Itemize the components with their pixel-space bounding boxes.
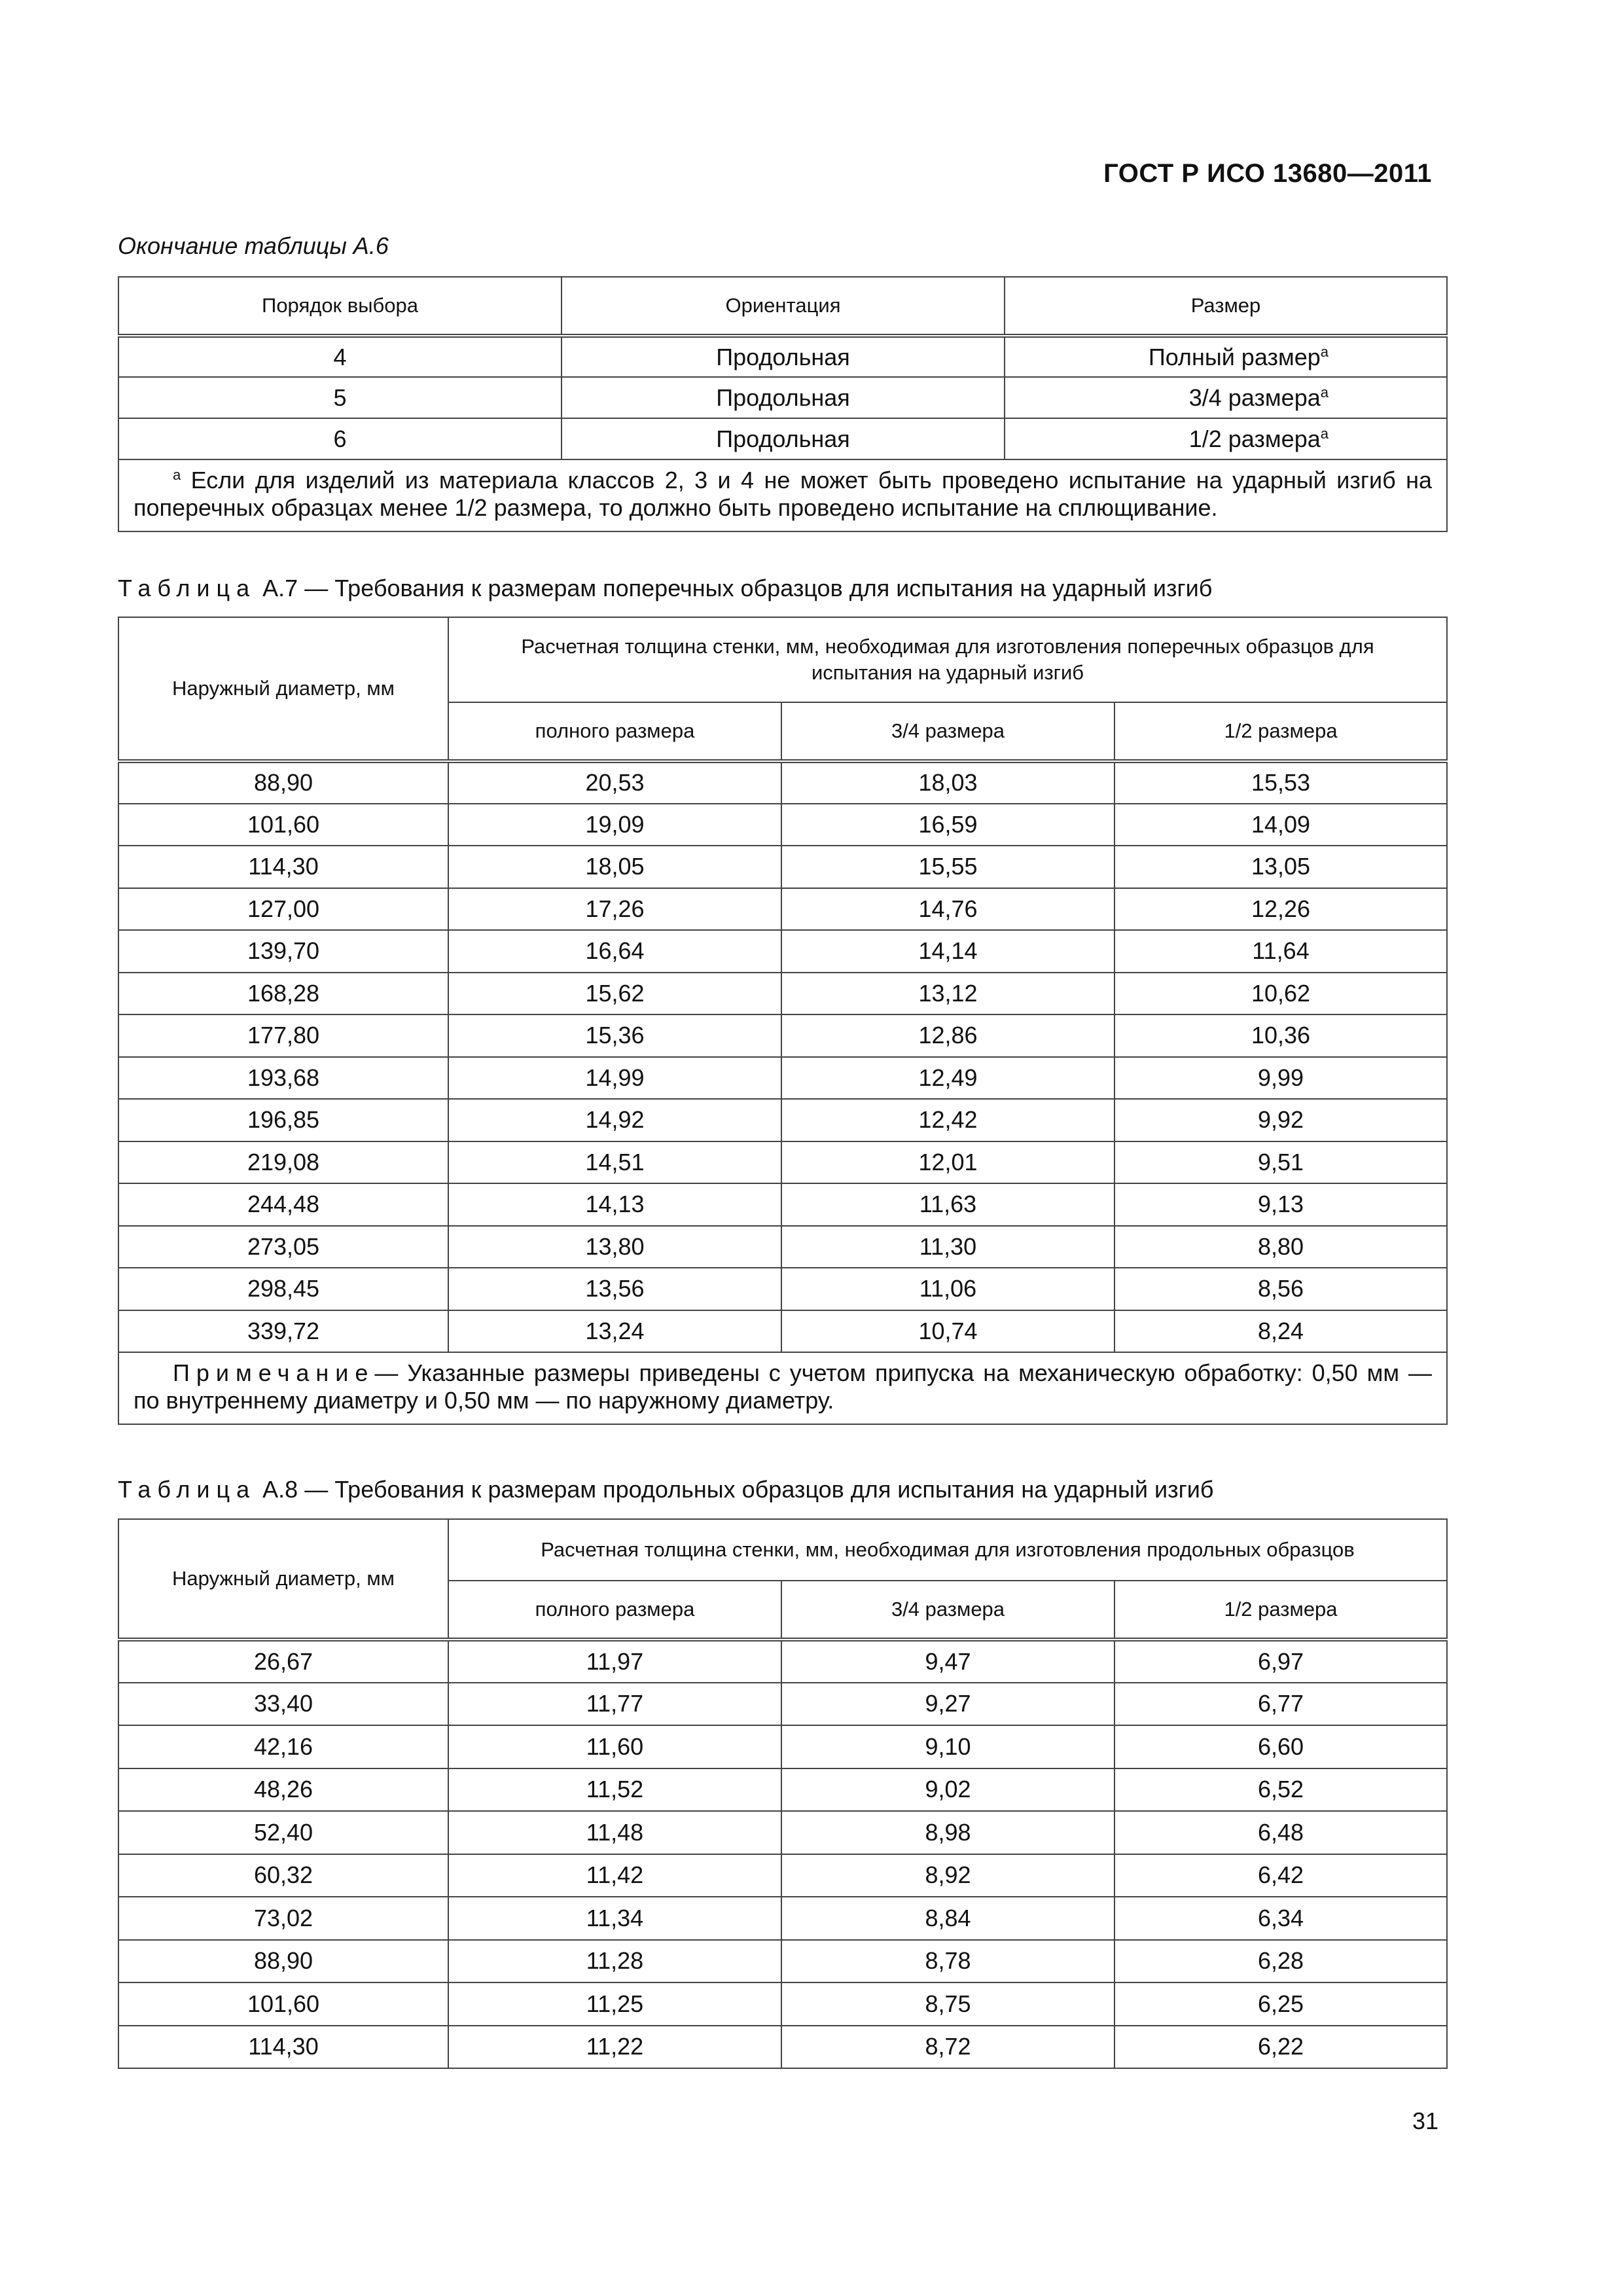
- cell-value: 114,30: [248, 2033, 319, 2060]
- document-code: ГОСТ Р ИСО 13680—2011: [1103, 159, 1432, 188]
- table-cell: [118, 761, 448, 804]
- cell-value: 33,40: [253, 1690, 313, 1717]
- cell-value: 16,64: [585, 937, 645, 965]
- cell-value: 88,90: [253, 769, 313, 797]
- cell-value: Продольная: [716, 384, 850, 411]
- column-header-outer-diameter: Наружный диаметр, мм: [118, 617, 448, 761]
- table-cell: [781, 1183, 1115, 1226]
- cell-value: 16,59: [918, 810, 978, 838]
- table-cell: [448, 1768, 781, 1812]
- table-cell: [1115, 804, 1447, 846]
- table-cell: [118, 1640, 448, 1683]
- table-cell: [1115, 1683, 1447, 1726]
- cell-value: 219,08: [247, 1148, 320, 1175]
- table-a6-end: [118, 276, 1448, 532]
- footnote-text: Если для изделий из материала классов 2, 3 и 4 не может быть проведено испытание на ударный изгиб на поперечных образцах менее 1/2 размера, то должно быть проведено испытание на сплющивание.: [134, 467, 1432, 521]
- table-cell: [781, 1940, 1115, 1983]
- cell-value: 101,60: [247, 810, 320, 838]
- table-cell: [781, 1268, 1115, 1310]
- cell-value: 12,42: [918, 1106, 978, 1134]
- table-a6-footnote-row: [118, 459, 1447, 531]
- column-header-size: Размер: [1005, 277, 1447, 336]
- table-cell: [781, 846, 1115, 888]
- cell-value: 15,53: [1251, 769, 1311, 797]
- table-cell: [781, 1014, 1115, 1057]
- cell-value: 14,09: [1251, 810, 1311, 838]
- table-cell: [1115, 2026, 1447, 2069]
- table-cell: [781, 2026, 1115, 2069]
- table-a8-title: [118, 1476, 1213, 1503]
- cell-value: 8,84: [925, 1904, 971, 1931]
- table-row: [118, 973, 1447, 1015]
- table-a7-note-row: [118, 1352, 1447, 1424]
- table-cell: [781, 930, 1115, 973]
- table-a6-body: [118, 336, 1447, 459]
- table-cell: [1115, 1854, 1447, 1897]
- cell-value: 273,05: [247, 1232, 320, 1260]
- table-cell: [781, 1982, 1115, 2026]
- cell-value: 9,99: [1257, 1064, 1304, 1091]
- footnote-mark: a: [1320, 425, 1329, 442]
- cell-value: 17,26: [585, 895, 645, 922]
- cell-value: 42,16: [253, 1732, 313, 1760]
- table-cell: [118, 1057, 448, 1100]
- cell-value: 1/2 размера: [1188, 425, 1321, 452]
- cell-value: 9,13: [1257, 1191, 1304, 1218]
- cell-value: 114,30: [248, 853, 319, 880]
- cell-value: 11,25: [586, 1990, 644, 2017]
- table-cell: [118, 1768, 448, 1812]
- column-group-wall-thickness: Расчетная толщина стенки, мм, необходимая для изготовления продольных образцов: [448, 1519, 1447, 1581]
- note-label: Примечание: [173, 1359, 375, 1386]
- column-header-outer-diameter: Наружный диаметр, мм: [118, 1519, 448, 1640]
- table-a7-note: [118, 1352, 1447, 1424]
- table-row: [118, 1310, 1447, 1353]
- table-cell: [781, 1099, 1115, 1141]
- cell-value: 60,32: [253, 1861, 313, 1889]
- table-cell: [118, 1683, 448, 1726]
- table-cell: [118, 1940, 448, 1983]
- cell-value: 13,12: [918, 979, 978, 1007]
- cell-value: 19,09: [585, 810, 645, 838]
- table-cell: [118, 1141, 448, 1184]
- cell-value: 13,80: [585, 1232, 645, 1260]
- cell-value: 10,74: [918, 1317, 978, 1344]
- cell-value: 6,34: [1257, 1904, 1304, 1931]
- cell-value: 6,52: [1257, 1776, 1304, 1803]
- table-cell: [118, 418, 562, 459]
- table-row: [118, 377, 1447, 418]
- cell-value: 8,92: [925, 1861, 971, 1889]
- table-row: [118, 1768, 1447, 1812]
- table-cell: [118, 973, 448, 1015]
- cell-value: 9,47: [925, 1647, 971, 1675]
- cell-value: 8,72: [925, 2033, 971, 2060]
- table-a6-continuation-caption: Окончание таблицы А.6: [118, 232, 389, 259]
- table-row: [118, 1057, 1447, 1100]
- cell-value: 8,75: [925, 1990, 971, 2017]
- cell-value: 10,62: [1251, 979, 1311, 1007]
- table-cell: [1005, 336, 1447, 377]
- table-cell: [448, 1183, 781, 1226]
- cell-value: 8,78: [925, 1947, 971, 1975]
- table-cell: [781, 1640, 1115, 1683]
- table-cell: [448, 1940, 781, 1983]
- table-cell: [781, 1897, 1115, 1940]
- table-cell: [1115, 1141, 1447, 1184]
- cell-value: 244,48: [247, 1191, 320, 1218]
- table-cell: [1115, 1268, 1447, 1310]
- table-cell: [448, 1897, 781, 1940]
- table-cell: [1115, 761, 1447, 804]
- cell-value: 15,36: [585, 1022, 645, 1049]
- table-cell: [781, 1141, 1115, 1184]
- table-a7-title-text: А.7 — Требования к размерам поперечных образцов для испытания на ударный изгиб: [262, 575, 1213, 601]
- cell-value: 11,77: [586, 1690, 644, 1717]
- cell-value: 5: [333, 384, 347, 411]
- cell-value: 88,90: [253, 1947, 313, 1975]
- table-a7-header-row-1: [118, 617, 1447, 702]
- table-cell: [448, 1057, 781, 1100]
- table-cell: [781, 1683, 1115, 1726]
- table-row: [118, 1141, 1447, 1184]
- table-row: [118, 1683, 1447, 1726]
- table-cell: [118, 1310, 448, 1353]
- cell-value: 11,42: [586, 1861, 644, 1889]
- cell-value: 14,14: [918, 937, 978, 965]
- table-cell: [118, 1268, 448, 1310]
- table-cell: [562, 418, 1005, 459]
- table-row: [118, 1940, 1447, 1983]
- cell-value: 14,99: [585, 1064, 645, 1091]
- table-cell: [448, 1141, 781, 1184]
- table-row: [118, 1014, 1447, 1057]
- table-cell: [448, 1982, 781, 2026]
- table-cell: [1115, 1940, 1447, 1983]
- cell-value: 11,30: [919, 1232, 977, 1260]
- table-cell: [1115, 888, 1447, 931]
- table-cell: [781, 1768, 1115, 1812]
- cell-value: 6,22: [1257, 2033, 1304, 2060]
- cell-value: 6,25: [1257, 1990, 1304, 2017]
- table-cell: [118, 1854, 448, 1897]
- table-row: [118, 1982, 1447, 2026]
- table-cell: [448, 1725, 781, 1768]
- table-cell: [118, 1099, 448, 1141]
- table-cell: [118, 1897, 448, 1940]
- table-row: [118, 1811, 1447, 1854]
- cell-value: Продольная: [716, 425, 850, 452]
- cell-value: 6,77: [1257, 1690, 1304, 1717]
- table-cell: [118, 846, 448, 888]
- cell-value: 48,26: [253, 1776, 313, 1803]
- table-cell: [1115, 1310, 1447, 1353]
- table-cell: [781, 1725, 1115, 1768]
- table-cell: [118, 804, 448, 846]
- column-header-half-size: 1/2 размера: [1115, 702, 1447, 761]
- table-cell: [1115, 973, 1447, 1015]
- table-row: [118, 1897, 1447, 1940]
- table-cell: [781, 1310, 1115, 1353]
- cell-value: 101,60: [247, 1990, 320, 2017]
- table-cell: [448, 2026, 781, 2069]
- table-row: [118, 1268, 1447, 1310]
- cell-value: 11,64: [1252, 937, 1310, 965]
- table-cell: [1115, 1099, 1447, 1141]
- table-cell: [781, 1226, 1115, 1268]
- cell-value: 15,62: [585, 979, 645, 1007]
- table-a8-label: Таблица: [118, 1476, 257, 1503]
- page-number: 31: [1412, 2108, 1438, 2134]
- cell-value: 168,28: [247, 979, 320, 1007]
- column-header-full-size: полного размера: [448, 702, 781, 761]
- table-row: [118, 418, 1447, 459]
- cell-value: 11,97: [586, 1647, 644, 1675]
- table-cell: [448, 1014, 781, 1057]
- table-cell: [1115, 930, 1447, 973]
- cell-value: 8,56: [1257, 1275, 1304, 1302]
- table-cell: [1115, 1725, 1447, 1768]
- column-header-order: Порядок выбора: [118, 277, 562, 336]
- cell-value: 20,53: [585, 769, 645, 797]
- table-row: [118, 1725, 1447, 1768]
- table-row: [118, 804, 1447, 846]
- cell-value: 18,05: [585, 853, 645, 880]
- cell-value: 9,51: [1257, 1148, 1304, 1175]
- cell-value: 9,27: [925, 1690, 971, 1717]
- table-cell: [118, 1982, 448, 2026]
- table-cell: [1115, 1183, 1447, 1226]
- cell-value: 12,86: [918, 1022, 978, 1049]
- table-row: [118, 846, 1447, 888]
- table-row: [118, 1226, 1447, 1268]
- table-a8-title-text: А.8 — Требования к размерам продольных образцов для испытания на ударный изгиб: [262, 1476, 1214, 1503]
- cell-value: 127,00: [247, 895, 320, 922]
- cell-value: 3/4 размера: [1188, 384, 1321, 411]
- column-header-three-quarter-size: 3/4 размера: [781, 1581, 1115, 1640]
- table-cell: [448, 1310, 781, 1353]
- table-cell: [118, 1725, 448, 1768]
- table-cell: [118, 888, 448, 931]
- cell-value: 9,92: [1257, 1106, 1304, 1134]
- table-cell: [118, 2026, 448, 2069]
- cell-value: 15,55: [918, 853, 978, 880]
- cell-value: 4: [333, 343, 347, 370]
- cell-value: 13,24: [585, 1317, 645, 1344]
- table-cell: [781, 1811, 1115, 1854]
- table-row: [118, 1640, 1447, 1683]
- table-cell: [448, 846, 781, 888]
- table-cell: [1005, 377, 1447, 418]
- cell-value: 11,28: [586, 1947, 644, 1975]
- cell-value: 6,42: [1257, 1861, 1304, 1889]
- table-cell: [781, 1057, 1115, 1100]
- table-cell: [1005, 418, 1447, 459]
- table-cell: [118, 1226, 448, 1268]
- column-group-wall-thickness: Расчетная толщина стенки, мм, необходимая для изготовления поперечных образцов для испытания на ударный изгиб: [448, 617, 1447, 702]
- table-cell: [448, 804, 781, 846]
- table-cell: [1115, 1226, 1447, 1268]
- table-a6-header-row: [118, 277, 1447, 336]
- cell-value: Полный размер: [1148, 343, 1321, 370]
- table-cell: [448, 1268, 781, 1310]
- cell-value: 11,52: [586, 1776, 644, 1803]
- table-cell: [781, 804, 1115, 846]
- table-row: [118, 1099, 1447, 1141]
- note-text: — Указанные размеры приведены с учетом припуска на механическую обработку: 0,50 мм — по внутреннему диаметру и 0,50 мм — по наружному диаметру.: [134, 1359, 1433, 1414]
- cell-value: 12,01: [918, 1148, 978, 1175]
- cell-value: 196,85: [247, 1106, 320, 1134]
- cell-value: 12,49: [918, 1064, 978, 1091]
- table-cell: [781, 761, 1115, 804]
- footnote-mark: a: [1320, 343, 1329, 360]
- cell-value: 6,97: [1257, 1647, 1304, 1675]
- table-cell: [448, 888, 781, 931]
- cell-value: 8,98: [925, 1818, 971, 1846]
- table-cell: [1115, 1982, 1447, 2026]
- footnote-mark: a: [1320, 384, 1329, 401]
- cell-value: 52,40: [253, 1818, 313, 1846]
- table-cell: [118, 1183, 448, 1226]
- table-cell: [448, 1226, 781, 1268]
- column-header-orientation: Ориентация: [562, 277, 1005, 336]
- cell-value: 8,24: [1257, 1317, 1304, 1344]
- table-cell: [448, 1854, 781, 1897]
- table-a7: [118, 617, 1448, 1425]
- table-a8-header-row-1: [118, 1519, 1447, 1581]
- cell-value: 6,60: [1257, 1732, 1304, 1760]
- cell-value: 18,03: [918, 769, 978, 797]
- table-cell: [562, 377, 1005, 418]
- cell-value: 139,70: [247, 937, 320, 965]
- cell-value: 12,26: [1251, 895, 1311, 922]
- cell-value: 177,80: [247, 1022, 320, 1049]
- table-cell: [448, 1811, 781, 1854]
- table-cell: [118, 377, 562, 418]
- cell-value: 11,34: [586, 1904, 644, 1931]
- table-cell: [448, 761, 781, 804]
- cell-value: 9,02: [925, 1776, 971, 1803]
- table-cell: [448, 1640, 781, 1683]
- cell-value: 298,45: [247, 1275, 320, 1302]
- cell-value: 13,56: [585, 1275, 645, 1302]
- cell-value: 6: [333, 425, 347, 452]
- cell-value: 10,36: [1251, 1022, 1311, 1049]
- footnote-mark: a: [173, 467, 181, 483]
- table-a7-title: [118, 575, 1212, 602]
- table-cell: [1115, 1811, 1447, 1854]
- table-cell: [1115, 1057, 1447, 1100]
- cell-value: 14,13: [585, 1191, 645, 1218]
- cell-value: 14,76: [918, 895, 978, 922]
- table-a6-footnote: [118, 459, 1447, 531]
- table-cell: [118, 1014, 448, 1057]
- table-cell: [118, 930, 448, 973]
- cell-value: Продольная: [716, 343, 850, 370]
- cell-value: 11,22: [586, 2033, 644, 2060]
- table-cell: [118, 336, 562, 377]
- table-cell: [448, 930, 781, 973]
- column-header-full-size: полного размера: [448, 1581, 781, 1640]
- table-cell: [781, 1854, 1115, 1897]
- table-a7-label: Таблица: [118, 575, 257, 601]
- cell-value: 11,48: [586, 1818, 644, 1846]
- table-cell: [1115, 1014, 1447, 1057]
- table-cell: [1115, 1640, 1447, 1683]
- table-cell: [448, 1683, 781, 1726]
- table-cell: [781, 888, 1115, 931]
- cell-value: 14,92: [585, 1106, 645, 1134]
- table-row: [118, 888, 1447, 931]
- cell-value: 6,48: [1257, 1818, 1304, 1846]
- cell-value: 6,28: [1257, 1947, 1304, 1975]
- table-a8-body: [118, 1640, 1447, 2068]
- table-a7-body: [118, 761, 1447, 1352]
- cell-value: 11,06: [919, 1275, 977, 1302]
- table-cell: [1115, 846, 1447, 888]
- table-cell: [1115, 1768, 1447, 1812]
- table-cell: [1115, 1897, 1447, 1940]
- table-a8: [118, 1518, 1448, 2069]
- cell-value: 193,68: [247, 1064, 320, 1091]
- table-cell: [448, 1099, 781, 1141]
- table-row: [118, 1854, 1447, 1897]
- table-cell: [448, 973, 781, 1015]
- table-cell: [118, 1811, 448, 1854]
- cell-value: 26,67: [253, 1647, 313, 1675]
- table-cell: [562, 336, 1005, 377]
- cell-value: 13,05: [1251, 853, 1311, 880]
- cell-value: 11,63: [919, 1191, 977, 1218]
- table-row: [118, 1183, 1447, 1226]
- cell-value: 8,80: [1257, 1232, 1304, 1260]
- cell-value: 11,60: [586, 1732, 644, 1760]
- cell-value: 73,02: [253, 1904, 313, 1931]
- table-cell: [781, 973, 1115, 1015]
- table-row: [118, 761, 1447, 804]
- table-row: [118, 336, 1447, 377]
- table-row: [118, 930, 1447, 973]
- column-header-three-quarter-size: 3/4 размера: [781, 702, 1115, 761]
- table-row: [118, 2026, 1447, 2069]
- cell-value: 14,51: [585, 1148, 645, 1175]
- cell-value: 9,10: [925, 1732, 971, 1760]
- column-header-half-size: 1/2 размера: [1115, 1581, 1447, 1640]
- cell-value: 339,72: [247, 1317, 320, 1344]
